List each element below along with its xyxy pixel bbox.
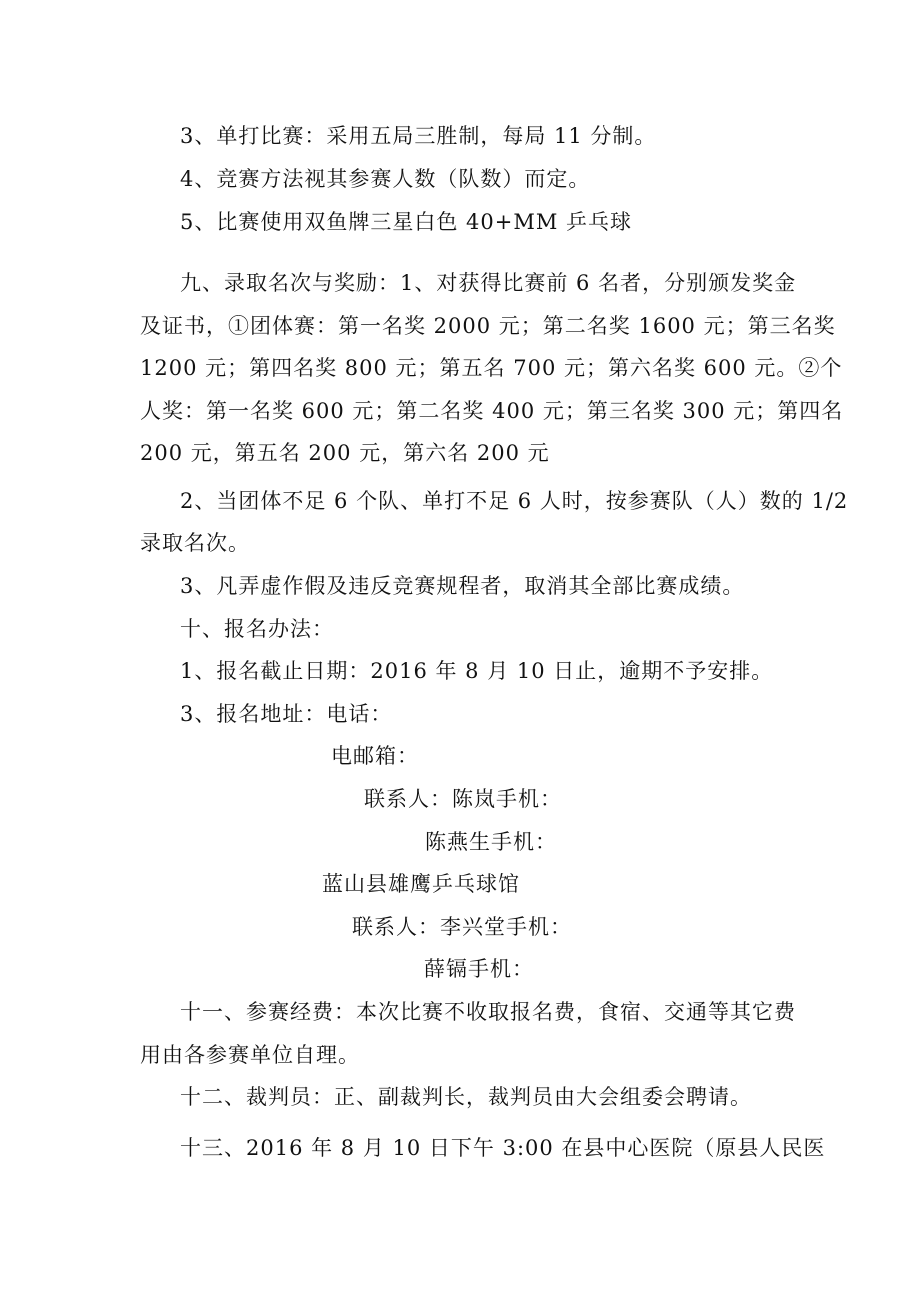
contact-chen-yansheng: 陈燕生手机：	[425, 830, 557, 854]
rule-ball-type: 5、比赛使用双鱼牌三星白色 40+MM 乒乓球	[180, 210, 633, 234]
awards-text-line: 1200 元；第四名奖 800 元；第五名 700 元；第六名奖 600 元。②个	[140, 356, 843, 380]
section-registration-heading: 十、报名办法：	[180, 617, 334, 641]
contact-xue-ge: 薛镉手机：	[424, 957, 534, 981]
registration-deadline: 1、报名截止日期：2016 年 8 月 10 日止，逾期不予安排。	[180, 659, 774, 683]
contact-chen-lan: 联系人：陈岚手机：	[364, 787, 562, 811]
rule-singles-format: 3、单打比赛：采用五局三胜制，每局 11 分制。	[180, 124, 657, 148]
section-fees-heading: 十一、参赛经费：本次比赛不收取报名费，食宿、交通等其它费	[180, 1000, 796, 1024]
awards-text-line: 人奖：第一名奖 600 元；第二名奖 400 元；第三名奖 300 元；第四名	[140, 399, 844, 423]
awards-rule-3: 3、凡弄虚作假及违反竞赛规程者，取消其全部比赛成绩。	[180, 574, 745, 598]
awards-rule-2-cont: 录取名次。	[140, 531, 250, 555]
contact-li-xingtang: 联系人：李兴堂手机：	[352, 915, 572, 939]
awards-text-line: 及证书，①团体赛：第一名奖 2000 元；第二名奖 1600 元；第三名奖	[140, 314, 836, 338]
awards-rule-2: 2、当团体不足 6 个队、单打不足 6 人时，按参赛队（人）数的 1/2	[180, 489, 849, 513]
registration-address: 3、报名地址：电话：	[180, 702, 393, 726]
section-13: 十三、2016 年 8 月 10 日下午 3:00 在县中心医院（原县人民医	[180, 1136, 826, 1160]
fees-cont: 用由各参赛单位自理。	[140, 1043, 360, 1067]
venue-name: 蓝山县雄鹰乒乓球馆	[322, 872, 520, 896]
rule-competition-method: 4、竞赛方法视其参赛人数（队数）而定。	[180, 167, 591, 191]
section-awards-heading: 九、录取名次与奖励：1、对获得比赛前 6 名者，分别颁发奖金	[180, 271, 797, 295]
awards-text-line: 200 元，第五名 200 元，第六名 200 元	[140, 441, 550, 465]
registration-email: 电邮箱：	[331, 744, 419, 768]
section-referees: 十二、裁判员：正、副裁判长，裁判员由大会组委会聘请。	[180, 1085, 752, 1109]
